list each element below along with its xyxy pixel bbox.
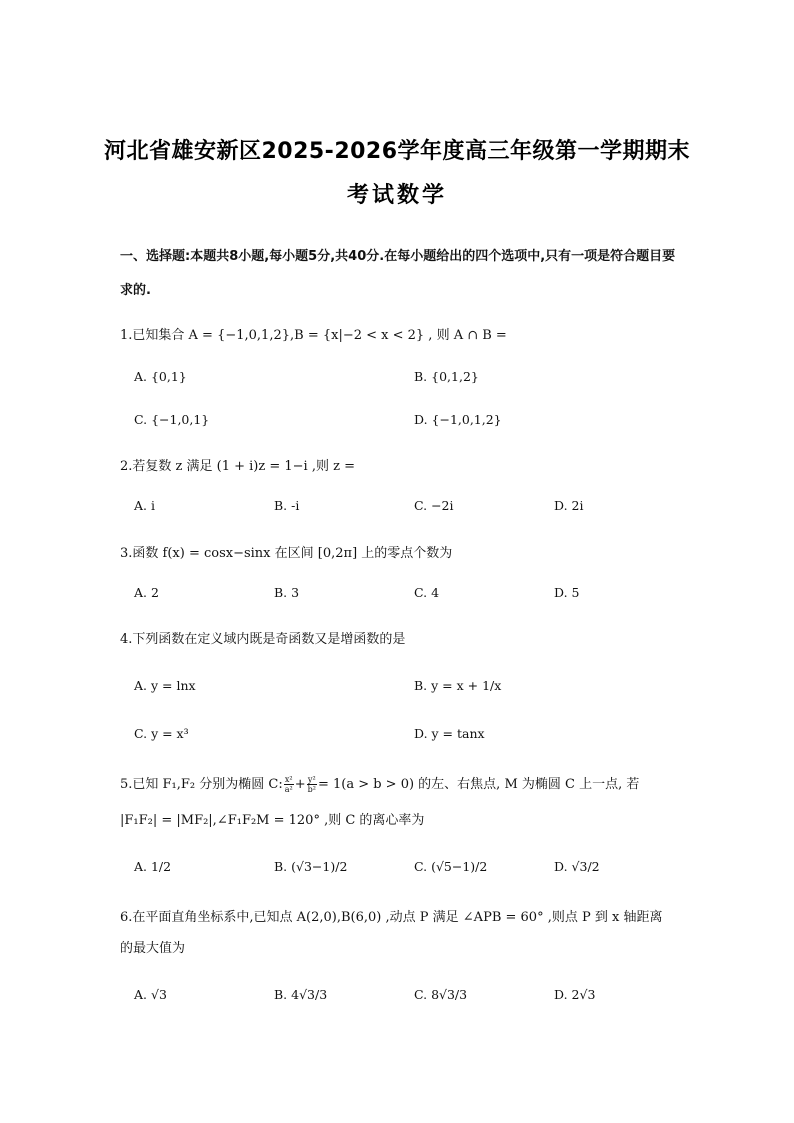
- question-6-option-b: B. 4√3/3: [274, 987, 328, 1002]
- question-6-stem-line2: 的最大值为: [120, 941, 186, 956]
- question-1-option-b: B. {0,1,2}: [414, 369, 479, 384]
- question-5-stem-part1: 5.已知 F₁,F₂ 分别为椭圆 C:: [120, 777, 283, 792]
- question-1-option-a: A. {0,1}: [134, 369, 187, 384]
- question-5-stem-part2: = 1(a > b > 0) 的左、右焦点, M 为椭圆 C 上一点, 若: [317, 777, 640, 792]
- question-4-stem: 4.下列函数在定义域内既是奇函数又是增函数的是: [120, 632, 406, 647]
- question-2-option-b: B. -i: [274, 498, 300, 513]
- question-5-stem-line1: 5.已知 F₁,F₂ 分别为椭圆 C: $\frac{\text{x²}}{\text{a²}}$ + $\frac{\text{y²}}{\text{b²}}$ = 1(a > b > 0) 的左、右焦点, M 为椭圆 C 上一点, 若: [120, 775, 640, 794]
- question-1-option-c: C. {−1,0,1}: [134, 412, 210, 427]
- question-6-option-a: A. √3: [134, 987, 167, 1002]
- question-2-option-d: D. 2i: [554, 498, 584, 513]
- question-5-option-d: D. √3/2: [554, 859, 600, 874]
- question-6-option-d: D. 2√3: [554, 987, 596, 1002]
- question-3-option-a: A. 2: [134, 585, 159, 600]
- question-5-option-b: B. (√3−1)/2: [274, 859, 348, 874]
- question-2-option-c: C. −2i: [414, 498, 454, 513]
- question-3-option-d: D. 5: [554, 585, 580, 600]
- ellipse-x-fraction: $\frac{\text{x²}}{\text{a²}}$: [284, 775, 293, 794]
- ellipse-y-fraction: $\frac{\text{y²}}{\text{b²}}$: [307, 775, 316, 794]
- question-3-option-c: C. 4: [414, 585, 440, 600]
- exam-title: 河北省雄安新区2025-2026学年度高三年级第一学期期末: [103, 139, 691, 164]
- question-4-option-b: B. y = x + 1/x: [414, 678, 502, 693]
- question-5-stem-line2: |F₁F₂| = |MF₂|,∠F₁F₂M = 120° ,则 C 的离心率为: [120, 813, 425, 828]
- question-5-option-c: C. (√5−1)/2: [414, 859, 488, 874]
- question-3-stem: 3.函数 f(x) = cosx−sinx 在区间 [0,2π] 上的零点个数为: [120, 546, 453, 561]
- question-6-option-c: C. 8√3/3: [414, 987, 468, 1002]
- question-6-stem-line1: 6.在平面直角坐标系中,已知点 A(2,0),B(6,0) ,动点 P 满足 ∠APB = 60° ,则点 P 到 x 轴距离: [120, 910, 663, 925]
- question-2-option-a: A. i: [134, 498, 155, 513]
- question-5-option-a: A. 1/2: [134, 859, 172, 874]
- question-4-option-d: D. y = tanx: [414, 726, 485, 741]
- question-3-option-b: B. 3: [274, 585, 300, 600]
- question-4-option-c: C. y = x³: [134, 726, 189, 741]
- question-2-stem: 2.若复数 z 满足 (1 + i)z = 1−i ,则 z =: [120, 459, 355, 474]
- exam-subtitle: 考试数学: [346, 183, 447, 208]
- section-heading: 一、选择题:本题共8小题,每小题5分,共40分.在每小题给出的四个选项中,只有一项是符合题目要求的.: [120, 249, 676, 298]
- question-4-option-a: A. y = lnx: [134, 678, 196, 693]
- question-1-option-d: D. {−1,0,1,2}: [414, 412, 502, 427]
- question-1-stem: 1.已知集合 A = {−1,0,1,2},B = {x|−2 < x < 2} , 则 A ∩ B =: [120, 328, 507, 343]
